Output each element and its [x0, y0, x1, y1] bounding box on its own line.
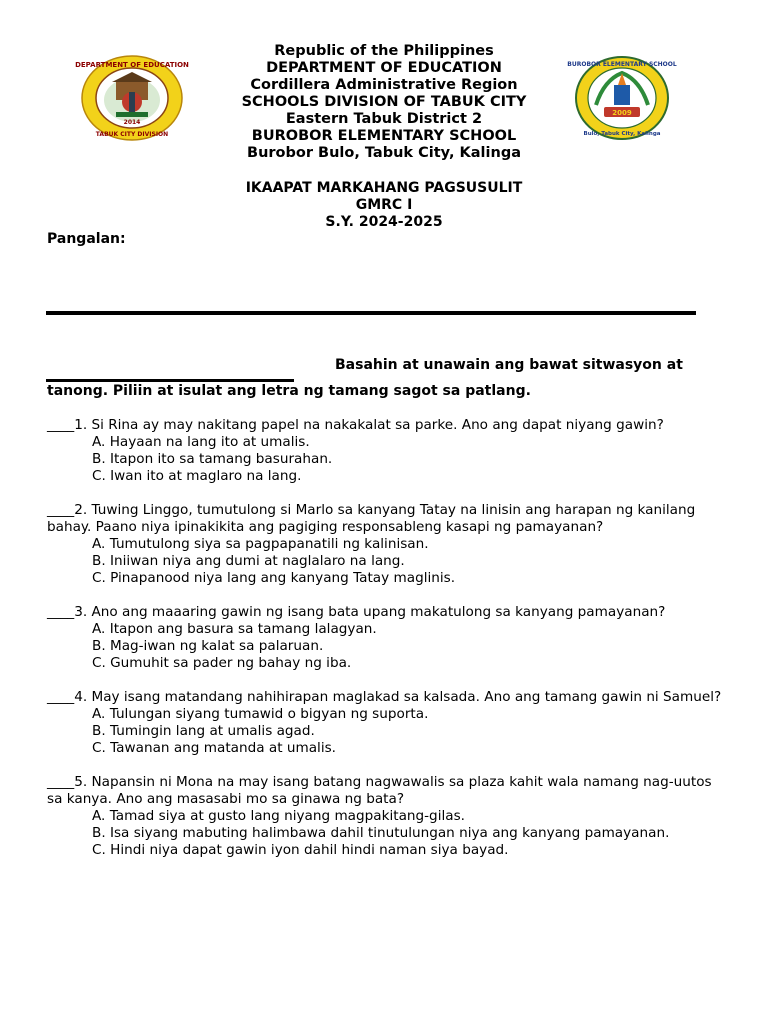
option-a: A. Tumutulong siya sa pagpapanatili ng kalinisan. [92, 536, 429, 552]
question-1 [47, 417, 727, 485]
header-line-region: Cordillera Administrative Region [250, 77, 518, 93]
option-b: B. Tumingin lang at umalis agad. [92, 723, 315, 739]
question-5 [47, 774, 727, 859]
exam-title: IKAAPAT MARKAHANG PAGSUSULIT [245, 180, 523, 196]
header-line-division: SCHOOLS DIVISION OF TABUK CITY [241, 94, 527, 110]
school-header [200, 43, 568, 162]
option-b: B. Isa siyang mabuting halimbawa dahil tinutulungan niya ang kanyang pamayanan. [92, 825, 670, 841]
question-2 [47, 502, 727, 587]
option-c: C. Pinapanood niya lang ang kanyang Tatay maglinis. [92, 570, 456, 586]
deped-division-seal-logo [75, 54, 189, 142]
option-c: C. Iwan ito at maglaro na lang. [92, 468, 302, 484]
right-seal-bottom-text: Bulo, Tabuk City, Kalinga [583, 131, 661, 137]
option-c: C. Tawanan ang matanda at umalis. [92, 740, 336, 756]
header-line-school: BUROBOR ELEMENTARY SCHOOL [251, 128, 517, 144]
question-stem: ____2. Tuwing Linggo, tumutulong si Marlo sa kanyang Tatay na linisin ang harapan ng kanilang bahay. Paano niya ipinakikita ang pagiging responsableng kasapi ng pamayanan? [47, 502, 696, 535]
instructions-line-2: tanong. Piliin at isulat ang letra ng tamang sagot sa patlang. [47, 383, 531, 399]
left-seal-top-text: DEPARTMENT OF EDUCATION [75, 61, 189, 69]
exam-title-block [200, 180, 568, 231]
header-line-deped: DEPARTMENT OF EDUCATION [266, 60, 502, 76]
right-seal-year: 2009 [612, 109, 632, 117]
question-4 [47, 689, 727, 757]
header-line-district: Eastern Tabuk District 2 [285, 111, 483, 127]
burobor-school-seal-logo [567, 55, 677, 141]
option-c: C. Gumuhit sa pader ng bahay ng iba. [92, 655, 352, 671]
option-c: C. Hindi niya dapat gawin iyon dahil hindi naman siya bayad. [92, 842, 509, 858]
exam-school-year: S.Y. 2024-2025 [325, 214, 443, 230]
left-seal-year: 2014 [123, 119, 141, 126]
option-a: A. Tulungan siyang tumawid o bigyan ng suporta. [92, 706, 429, 722]
instructions-line-1: Basahin at unawain ang bawat sitwasyon at [335, 357, 683, 373]
question-stem: ____4. May isang matandang nahihirapan maglakad sa kalsada. Ano ang tamang gawin ni Samuel? [47, 689, 722, 705]
question-stem: ____3. Ano ang maaaring gawin ng isang bata upang makatulong sa kanyang pamayanan? [47, 604, 666, 620]
question-list [47, 417, 727, 876]
option-b: B. Itapon ito sa tamang basurahan. [92, 451, 333, 467]
question-stem: ____1. Si Rina ay may nakitang papel na nakakalat sa parke. Ano ang dapat niyang gawin? [47, 417, 664, 433]
exam-subject: GMRC I [355, 197, 413, 213]
option-a: A. Tamad siya at gusto lang niyang magpakitang-gilas. [92, 808, 465, 824]
divider-line [46, 379, 294, 382]
question-3 [47, 604, 727, 672]
name-answer-line[interactable] [46, 311, 696, 315]
right-seal-top-text: BUROBOR ELEMENTARY SCHOOL [567, 61, 677, 68]
header-line-address: Burobor Bulo, Tabuk City, Kalinga [247, 145, 521, 161]
name-label: Pangalan: [47, 231, 126, 247]
option-a: A. Hayaan na lang ito at umalis. [92, 434, 310, 450]
left-seal-bottom-text: TABUK CITY DIVISION [95, 131, 169, 138]
option-b: B. Iniiwan niya ang dumi at naglalaro na lang. [92, 553, 405, 569]
option-b: B. Mag-iwan ng kalat sa palaruan. [92, 638, 324, 654]
header-line-republic: Republic of the Philippines [274, 43, 494, 59]
option-a: A. Itapon ang basura sa tamang lalagyan. [92, 621, 377, 637]
question-stem: ____5. Napansin ni Mona na may isang batang nagwawalis sa plaza kahit wala namang nag-uutos sa kanya. Ano ang masasabi mo sa ginawa ng bata? [47, 774, 712, 807]
